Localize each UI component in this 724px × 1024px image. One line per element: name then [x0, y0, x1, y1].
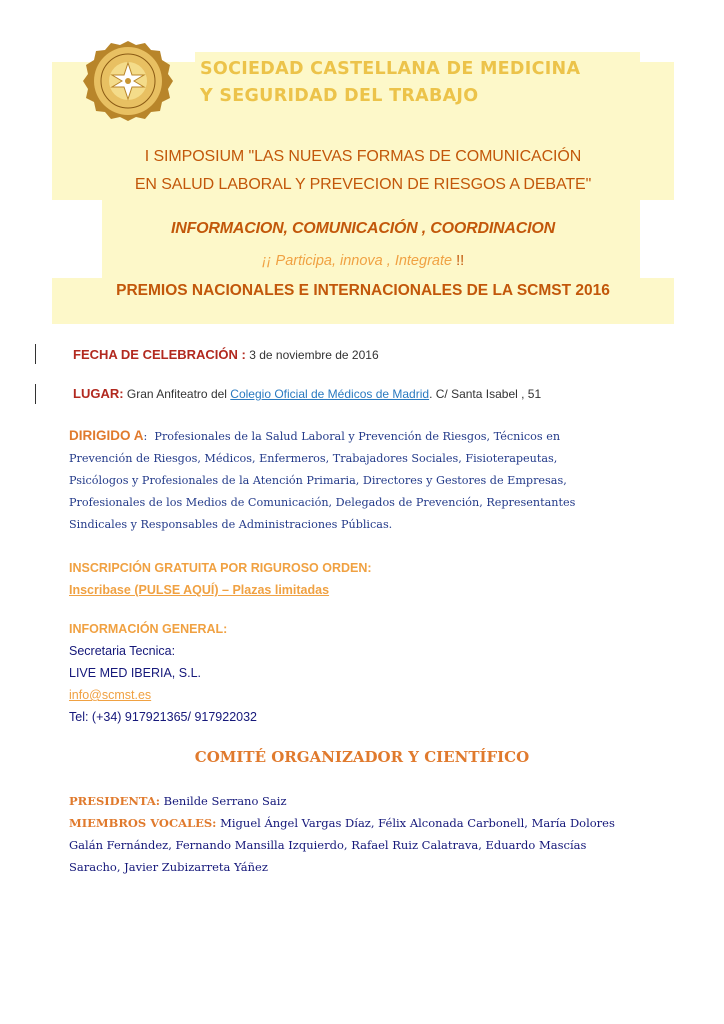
- informacion-label: INFORMACIÓN GENERAL:: [69, 622, 228, 636]
- vocales-line-3: Saracho, Javier Zubizarreta Yáñez: [69, 860, 268, 874]
- dirigido-colon: :: [143, 430, 148, 443]
- dirigido-line-5: Sindicales y Responsables de Administraciones Públicas.: [69, 518, 393, 531]
- fecha-line: [73, 347, 379, 362]
- participa-text: ¡¡ Participa, innova , Integrate: [261, 253, 453, 269]
- dirigido-line-2: Prevención de Riesgos, Médicos, Enfermeros, Trabajadores Sociales, Fisioterapeutas,: [69, 452, 558, 465]
- telephone: Tel: (+34) 917921365/ 917922032: [69, 710, 258, 724]
- lugar-line: [73, 386, 541, 401]
- dirigido-line-1: [69, 425, 649, 448]
- premios-title: PREMIOS NACIONALES E INTERNACIONALES DE LA SCMST 2016: [116, 282, 610, 299]
- company-name: LIVE MED IBERIA, S.L.: [69, 666, 201, 680]
- lugar-suffix: . C/ Santa Isabel , 51: [429, 387, 542, 401]
- secretaria-label: Secretaria Tecnica:: [69, 644, 176, 658]
- participa-end: !!: [456, 253, 465, 269]
- dirigido-section: [69, 425, 649, 536]
- org-name-line2: Y SEGURIDAD DEL TRABAJO: [200, 86, 479, 106]
- org-name: [200, 56, 640, 110]
- lugar-label: LUGAR:: [73, 386, 124, 401]
- tagline: INFORMACION, COMUNICACIÓN , COORDINACION: [171, 220, 555, 237]
- change-bar-2: [35, 384, 36, 404]
- inscripcion-label: INSCRIPCIÓN GRATUITA POR RIGUROSO ORDEN:: [69, 561, 372, 575]
- participa-slogan: [52, 253, 674, 269]
- contact-block: [69, 640, 257, 728]
- email-link[interactable]: info@scmst.es: [69, 688, 152, 702]
- comite-title: COMITÉ ORGANIZADOR Y CIENTÍFICO: [194, 748, 530, 766]
- vocales-line-2: Galán Fernández, Fernando Mansilla Izquierdo, Rafael Ruiz Calatrava, Eduardo Mascías: [69, 838, 587, 852]
- symposium-title: [52, 143, 674, 199]
- symposium-line1: I SIMPOSIUM "LAS NUEVAS FORMAS DE COMUNICACIÓN: [144, 148, 582, 165]
- dirigido-text: Profesionales de la Salud Laboral y Prevención de Riesgos, Técnicos en: [154, 430, 561, 443]
- symposium-line2: EN SALUD LABORAL Y PREVECION DE RIESGOS A DEBATE": [134, 176, 592, 193]
- presidenta-value: Benilde Serrano Saiz: [163, 794, 287, 808]
- org-name-line1: SOCIEDAD CASTELLANA DE MEDICINA: [200, 59, 581, 79]
- lugar-link[interactable]: Colegio Oficial de Médicos de Madrid: [230, 387, 430, 401]
- vocales-label: MIEMBROS VOCALES:: [69, 816, 217, 830]
- dirigido-label: DIRIGIDO A: [69, 428, 144, 443]
- lugar-prefix: Gran Anfiteatro del: [126, 387, 227, 401]
- inscripcion-link[interactable]: Inscribase (PULSE AQUÍ) – Plazas limitadas: [69, 583, 330, 597]
- change-bar-1: [35, 344, 36, 364]
- fecha-label: FECHA DE CELEBRACIÓN :: [73, 347, 246, 362]
- dirigido-line-3: Psicólogos y Profesionales de la Atención Primaria, Directores y Gestores de Empresas,: [69, 474, 567, 487]
- presidenta-line: [69, 790, 669, 812]
- society-logo: [82, 40, 174, 122]
- presidenta-label: PRESIDENTA:: [69, 794, 161, 808]
- committee-members: [69, 790, 669, 878]
- vocales-text-1: Miguel Ángel Vargas Díaz, Félix Alconada Carbonell, María Dolores: [220, 816, 615, 830]
- dirigido-line-4: Profesionales de los Medios de Comunicación, Delegados de Prevención, Representantes: [69, 496, 576, 509]
- fecha-value: 3 de noviembre de 2016: [249, 348, 379, 362]
- vocales-line-1: [69, 812, 669, 834]
